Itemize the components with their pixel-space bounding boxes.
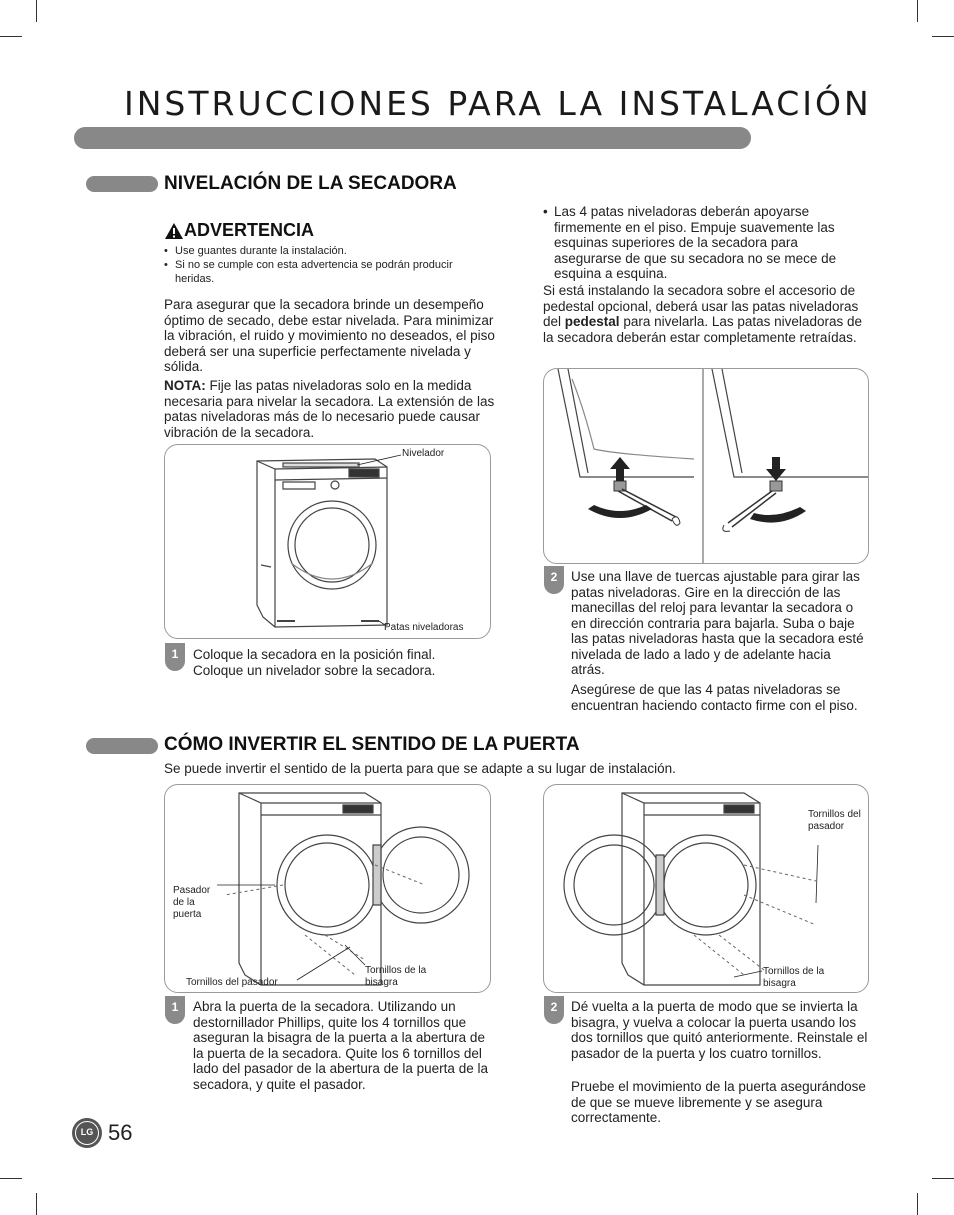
step-badge: 1 bbox=[165, 643, 185, 671]
leveling-step1-text: Coloque la secadora en la posición final. Coloque un nivelador sobre la secadora. bbox=[193, 647, 436, 678]
door-intro: Se puede invertir el sentido de la puerta para que se adapte a su lugar de instalación. bbox=[164, 761, 676, 776]
crop-mark bbox=[0, 1178, 22, 1179]
step-badge: 2 bbox=[544, 996, 564, 1024]
leveling-intro: Para asegurar que la secadora brinde un desempeño óptimo de secado, debe estar nivelada. Para minimizar la vibración, el ruido y movimiento no deseados, el piso deberá ser una superficie perfectamente nivelada y sólida. bbox=[164, 297, 495, 374]
leveling-note: NOTA: Fije las patas niveladoras solo en la medida necesaria para nivelar la secadora. La extensión de las patas niveladoras más de lo necesario puede causar vibración de la secadora. bbox=[164, 378, 495, 440]
crop-mark bbox=[36, 1193, 37, 1215]
label-latch-screws: Tornillos del pasador bbox=[808, 809, 861, 832]
step-badge: 1 bbox=[165, 996, 185, 1024]
figure-door-removal bbox=[164, 784, 491, 993]
warning-list bbox=[164, 244, 464, 286]
title-bar bbox=[74, 127, 751, 149]
label-latch-screws: Tornillos del pasador bbox=[186, 977, 278, 988]
warning-icon bbox=[164, 222, 184, 240]
section-pill bbox=[86, 738, 158, 754]
label-hinge-screws: Tornillos de la bisagra bbox=[763, 966, 825, 989]
label-door-latch: Pasador de la puerta bbox=[173, 885, 211, 920]
step-badge: 2 bbox=[544, 566, 564, 594]
dryer-illustration bbox=[165, 445, 490, 638]
door-step2-text: Dé vuelta a la puerta de modo que se invierta la bisagra, y vuelva a colocar la puerta usando los dos tornillos que quitó anteriormente. Reinstale el pasador de la puerta y los cuatro tornillos. bbox=[571, 999, 868, 1061]
section-heading-leveling: NIVELACIÓN DE LA SECADORA bbox=[164, 173, 457, 194]
crop-mark bbox=[0, 36, 22, 37]
leveling-bullet: • Las 4 patas niveladoras deberán apoyarse firmemente en el piso. Empuje suavemente las esquinas superiores de la secadora para asegurarse de que su secadora no se mece de esquina a esquina. bbox=[543, 204, 868, 282]
wrench-illustration bbox=[544, 369, 868, 563]
door-step2-text2: Pruebe el movimiento de la puerta asegurándose de que se mueve libremente y se asegura correctamente. bbox=[571, 1079, 866, 1125]
warning-item: • Si no se cumple con esta advertencia se podrán producir heridas. bbox=[164, 258, 464, 286]
label-leveler: Nivelador bbox=[402, 448, 445, 459]
warning-item: • Use guantes durante la instalación. bbox=[164, 244, 464, 258]
crop-mark bbox=[917, 1193, 918, 1215]
leveling-step2-text: Use una llave de tuercas ajustable para girar las patas niveladoras. Gire en la dirección de las manecillas del reloj para levantar la secadora o en dirección contraria para bajarla. Suba o baje las patas niveladoras hasta que la secadora esté nivelada de lado a lado y de adelante hacia atrás. bbox=[571, 569, 864, 677]
crop-mark bbox=[932, 1178, 954, 1179]
pedestal-text: Si está instalando la secadora sobre el accesorio de pedestal opcional, deberá usar las patas niveladoras del pedestal para nivelarla. Las patas niveladoras de la secadora deberán estar completamente retraídas. bbox=[543, 283, 862, 345]
crop-mark bbox=[917, 0, 918, 22]
page-title: INSTRUCCIONES PARA LA INSTALACIÓN bbox=[124, 84, 872, 123]
figure-dryer-leveler bbox=[164, 444, 491, 639]
label-leveling-feet: Patas niveladoras bbox=[384, 622, 464, 633]
crop-mark bbox=[932, 36, 954, 37]
figure-door-reinstall bbox=[543, 784, 869, 993]
label-hinge-screws: Tornillos de la bisagra bbox=[365, 965, 427, 988]
section-pill bbox=[86, 176, 158, 192]
warning-title: ADVERTENCIA bbox=[164, 220, 314, 241]
door-step1-text: Abra la puerta de la secadora. Utilizando un destornillador Phillips, quite los 4 tornillos que aseguran la bisagra de la puerta a la abertura de la puerta de la secadora. Quite los 6 tornillos del lado del pasador de la abertura de la puerta de la secadora, y quite el pasador. bbox=[193, 999, 488, 1092]
page-number: 56 bbox=[108, 1120, 133, 1145]
figure-wrench-adjust bbox=[543, 368, 869, 564]
logo-text: LG bbox=[75, 1121, 99, 1145]
leveling-step2-text2: Asegúrese de que las 4 patas niveladoras se encuentran haciendo contacto firme con el piso. bbox=[571, 682, 858, 713]
section-heading-door: CÓMO INVERTIR EL SENTIDO DE LA PUERTA bbox=[164, 734, 580, 755]
crop-mark bbox=[36, 0, 37, 22]
lg-logo bbox=[72, 1118, 102, 1148]
